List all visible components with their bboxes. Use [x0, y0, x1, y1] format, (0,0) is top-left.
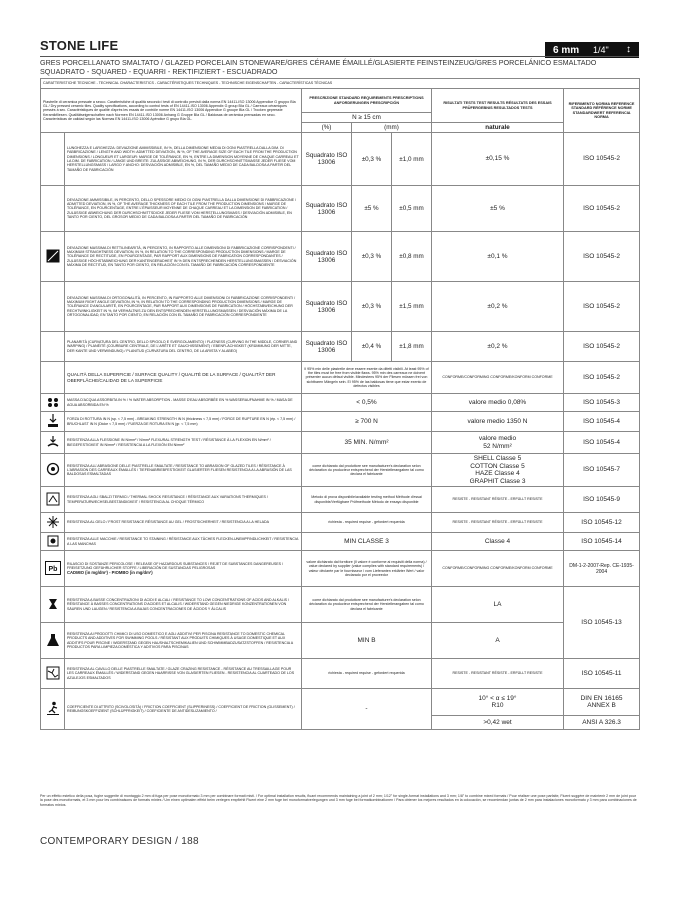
abrasion-graphit: GRAPHIT Classe 3 [469, 477, 526, 485]
head-requirements: PRESCRIZIONE STANDARD REQUIREMENTS PRESCRIPTIONS ANFORDERUNGEN PRESCRIPCIÓN [302, 89, 432, 113]
row-desc: RESISTENZA AGLI SBALZI TERMICI / THERMAL SHOCK RESISTANCE / RÉSISTANCE AUX VARIATIONS THERMIQUES / TEMPERATURWECHSELBESTÄNDIGKEIT / RESISTENCIA AL CHOQUE TÉRMICO [65, 487, 302, 513]
row-requirement: MIN B [302, 623, 432, 659]
row-result: ±0,2 % [432, 332, 564, 362]
row-method: Squadrato ISO 13006 [302, 332, 352, 362]
table-row [41, 689, 640, 716]
title-rule [40, 56, 639, 57]
row-desc: FORZA DI ROTTURA IN N (sp. < 7,5 mm) - BREAKING STRENGTH IN N (thickness < 7,5 mm) / FORCE DE RUPTURE EN N (ép. < 7,5 mm) / BRUCHLAST IN N (Dicke < 7,5 mm) / FUERZA DE ROTURA EN N (gr. < 7,5 mm) [65, 412, 302, 432]
row-result: ±5 % [432, 186, 564, 232]
subtitle-edge: SQUADRATO - SQUARED - EQUARRI - REKTIFIZIERT - ESCUADRADO [40, 67, 278, 76]
flexural-icon [41, 432, 65, 454]
row-desc: RESISTENZA AL CAVILLO DELLE PIASTRELLE SMALTATE / GLAZE CRAZING RESISTANCE - RÉSISTANCE AU TRESSAILLAGE POUR LES CARREAUX ÉMAILLÉS / WIDERSTAND GEGEN HAARRISSE VON GLASIERTEN FLIESEN - RESISTENCIA AL CUARTEADO DE LOS AZULEJOS ESMALTADOS [65, 659, 302, 689]
row-desc: DEVIAZIONE AMMISSIBILE, IN PERCENTO, DELLO SPESSORE MEDIO DI OGNI PIASTRELLA DALLA DIMENSIONE DI FABBRICAZIONE / ADMITTED DEVIATION, IN %, OF THE AVERAGE THICKNESS OF EACH TILE FROM THE PRODUCTION DIMENSIONS / MARGE DE TOLÉRANCE, EN POURCENTAGE, ENTRE L'ÉPAISSEUR MOYENNE DE CHAQUE CARREAU ET LA DIMENSION DE FABRICATION / ZULÄSSIGE ABWEICHUNG DER DURCHSCHNITTSDICKE JEDER FLIESE VOM HERSTELLUNGSMASS / DESVIACIÓN ADMISIBLE, EN TANTO POR CIENTO, DEL GROSOR MEDIO DE CADA BALDOSA A PARTIR DEL TAMAÑO DE FABRICACIÓN [65, 186, 302, 232]
slip-angle: 10° < α ≤ 19° [478, 694, 517, 702]
row-requirement: come dichiarato dal produttore see manufacturer's declaration selon déclaration du producteur entsprechend der Herstellerangaben tal como declara el fabricante [302, 587, 432, 623]
row-requirement: come dichiarato dal produttore see manufacturer's declaration selon déclaration du producteur entsprechend der Herstellerangaben tal como declara el fabricante [302, 454, 432, 487]
table-row [41, 432, 640, 454]
row-percent: ±5 % [352, 186, 392, 232]
page-title: STONE LIFE [40, 38, 119, 53]
table-intro: Piastrelle di ceramica pressate a secco. Caratteristiche di qualità secondo i testi di controllo previsti dalla norma EN 14411-ISO 13006 Appendice G gruppo BIa GL / Dry pressed ceramic tiles. Quality specifications, according to control tests of EN 14411-ISO 13006 Appendix G group BIa GL / Carreaux céramiques pressés à sec. Caractéristiques de qualité d'après les essais de contrôle norme EN 14411-ISO 13006 Appendice G groupe BIa GL / Trocken gepresste Keramikfliesen. Qualitätseigenschaften nach Normen EN 14411-ISO 13006 Anhang G Gruppe BIa GL / Baldosas de cerámica prensadas en seco. Características de calidad según las Normas EN 14411-ISO 13006 Apéndice G grupo BIa GL. [41, 89, 302, 133]
row-ref: ISO 10545-4 [564, 412, 640, 432]
head-mm: (mm) [352, 123, 432, 133]
row-result [432, 689, 564, 716]
thickness-mm: 6 mm [553, 44, 580, 56]
row-percent: ±0,3 % [352, 282, 392, 332]
table-row [41, 89, 640, 113]
row-desc: PLANARITÀ (CURVATURA DEL CENTRO, DELLO SPIGOLO E SVERGOLAMENTO) / FLATNESS (CURVING IN THE MIDDLE, CORNER AND WARPING) / PLANÉITÉ (COURBURE CENTRALE, DE L'ARÊTE ET GAUCHISSEMENT) / EBENFLÄCHIGKEIT (KRÜMMUNG DER MITTE, DER KANTE UND VERWINDUNG) / PLANITUD (CURVATURA DEL CENTRO, DE LA ARISTA Y ALABEO) [65, 332, 302, 362]
row-result [432, 454, 564, 487]
table-row [41, 232, 640, 282]
flex-result-label: valore medio [478, 435, 517, 442]
row-requirement: Il 95% min delle piastrelle deve essere esente da difetti visibili. At least 95% of the tiles must be free from visible flaws. 95% min des carreaux ne doivent présenter aucun défaut visible. Mindestens 95% der Fliesen müssen frei von sichtbaren Mängeln sein. El 95% de las baldosas tiene que estar exento de defectos visibles [302, 362, 432, 394]
row-desc: RESISTENZA ALLA FLESSIONE IN N/mm² / N/mm² FLEXURAL STRENGTH TEST / RÉSISTANCE À LA FLEXION EN N/mm² / BIEGEFESTIGKEIT IN N/mm² / RESISTENCIA A LA FLEXIÓN EN N/mm² [65, 432, 302, 454]
row-mm: ±0,5 mm [392, 186, 432, 232]
row-desc: RESISTENZA ALL'ABRASIONE DELLE PIASTRELLE SMALTATE / RESISTANCE TO ABRASION OF GLAZED TILES / RÉSISTANCE À L'ABRASION DES CARREAUX ÉMAILLÉS / TIEFENABRIEBFESTIGKEIT GLASIERTER FLIESEN RESISTENCIA A LA ABRASIÓN DE LAS BALDOSAS ESMALTADAS [65, 454, 302, 487]
row-requirement: richiesta - required requise - gefordert requerida [302, 659, 432, 689]
row-result: CONFORME/CONFORMING CONFORME/KONFORM CONFORME [432, 551, 564, 587]
row-ref: ISO 10545-2 [564, 186, 640, 232]
stain-icon [41, 533, 65, 551]
table-row [41, 79, 640, 89]
row-percent: ±0,3 % [352, 232, 392, 282]
abrasion-haze: HAZE Classe 4 [475, 470, 520, 477]
table-caption: CARATTERISTICHE TECNICHE - TECHNICAL CHARACTERISTICS - CARACTÉRISTIQUES TECHNIQUES - TECHNISCHE EIGENSCHAFTEN - CARACTERÍSTICAS TÉCNICAS [41, 79, 640, 89]
straightness-icon [41, 232, 65, 282]
head-natural: naturale [432, 123, 564, 133]
head-results: RISULTATI TESTS TEST RESULTS RÉSULTATS DES ESSAIS PRÜFERGEBNIS RESULTADOS TESTS [432, 89, 564, 123]
row-desc: RESISTENZA ALLE MACCHIE / RESISTANCE TO STAINING / RÉSISTANCE AUX TÂCHES FLECKEN-UNEMPFINDLICHKEIT / RESISTENCIA A LAS MANCHAS [65, 533, 302, 551]
row-method: Squadrato ISO 13006 [302, 282, 352, 332]
right-angle-icon [41, 282, 65, 332]
table-row [41, 487, 640, 513]
row-method: Squadrato ISO 13006 [302, 232, 352, 282]
table-row [41, 623, 640, 659]
row-result: ±0,1 % [432, 232, 564, 282]
row-ref: ISO 10545-4 [564, 432, 640, 454]
row-ref: ISO 10545-2 [564, 332, 640, 362]
abrasion-icon [41, 454, 65, 487]
row-desc [65, 551, 302, 587]
chemical-icon [41, 623, 65, 659]
table-row [41, 659, 640, 689]
table-row [41, 454, 640, 487]
slip-ref-din: DIN EN 16165 [580, 694, 623, 702]
row-result: ±0,2 % [432, 282, 564, 332]
row-ref: ISO 10545-2 [564, 282, 640, 332]
thickness-icon [41, 186, 65, 232]
table-row [41, 587, 640, 623]
row-ref: ISO 10545-14 [564, 533, 640, 551]
head-reference: RIFERIMENTO NORMA REFERENCE STANDARD RÉFÉRENCE NORME STANDARDWERT REFERENCIA NORMA [564, 89, 640, 133]
row-ref: ISO 10545-13 [564, 587, 640, 659]
head-percent: (%) [302, 123, 352, 133]
row-ref: ISO 10545-12 [564, 513, 640, 533]
table-row [41, 412, 640, 432]
table-row [41, 282, 640, 332]
hazard-desc-bold: CADMIO (in mg/dm²) - PIOMBO (in mg/dm²) [67, 569, 153, 575]
thickness-arrow-icon: ↕ [626, 44, 631, 55]
page-footer: CONTEMPORARY DESIGN / 188 [40, 836, 199, 847]
row-requirement: Metodo di prova disponibile/available testing method Méthode d'essai disponible/Verfügbare Prüfmethode Método de ensayo disponible [302, 487, 432, 513]
row-result: Classe 4 [432, 533, 564, 551]
dimension-icon [41, 133, 65, 186]
lead-cadmium-icon [41, 551, 65, 587]
row-ref: ISO 10545-11 [564, 659, 640, 689]
row-ref: ISO 10545-3 [564, 394, 640, 412]
row-mm: ±1,8 mm [392, 332, 432, 362]
thermal-shock-icon [41, 487, 65, 513]
abrasion-shell: SHELL Classe 5 [473, 455, 522, 462]
water-drops-icon [41, 394, 65, 412]
thickness-inch: 1/4" [593, 45, 609, 55]
footnote: Per un effetto estetico della posa, fughe suggerite di montaggio 2 mm di fuga per pose monoformato 3 mm per combinare formati misti. / For optimal installation results, fluant recommends maintaining a joint of 2 mm; 1/12" for single-format installations and 3 mm; 1/8" to combine mixed formats / Pour réaliser une pose parfaite, Fluent suggère de maintenir 2 mm de joint pour la pose des monoformats, et 3 mm pour les combinaisons de formats mixtes / Um einen optimalen effekt beim verlegen empfiehlt Fluent eine 2 mm fuge bei monoformatverlegungen und 3 mm fuge bei formatkombinationen / Para obtener los mejores resultados en la colocación, se recomiendan juntas de 2 mm para instalaciones monoformato y 3 mm para combinaciones de formatos mixtos. [40, 794, 637, 807]
row-mm: ±0,8 mm [392, 232, 432, 282]
row-requirement: ≥ 700 N [302, 412, 432, 432]
row-desc: DEVIAZIONE MASSIMA DI RETTILINEARITÀ, IN PERCENTO, IN RAPPORTO ALLE DIMENSIONI DI FABBRICAZIONE CORRISPONDENTI / MAXIMUM STRAIGHTNESS DEVIATION, IN %, IN RELATION TO THE CORRESPONDING PRODUCTION DIMENSIONS / MARGE DE TOLÉRANCE DE RECTITUDE, EN POURCENTAGE, PAR RAPPORT AUX DIMENSIONS DE FABRICATION CORRESPONDANTES / ZULÄSSIGE HÖCHSTABWEICHUNG DER KANTENGERADHEIT IN % DEN ENTSPRECHENDEN HERSTELLUNGSMASSEN / DESVIACIÓN MÁXIMA DE RECTITUD, EN TANTO POR CIENTO, EN RELACIÓN CON EL TAMAÑO DE FABRICACIÓN CORRESPONDIENTE [65, 232, 302, 282]
row-result: A [432, 623, 564, 659]
svg-text:Pb: Pb [48, 565, 57, 573]
slip-ref-annex: ANNEX B [587, 702, 616, 709]
row-percent: ±0,4 % [352, 332, 392, 362]
row-desc: QUALITÀ DELLA SUPERFICIE / SURFACE QUALITY / QUALITÉ DE LA SURFACE / QUALITÄT DER OBERFLÄCHE/CALIDAD DE LA SUPERFICIE [65, 362, 302, 394]
row-requirement: 35 MIN. N/mm² [302, 432, 432, 454]
head-n: N ≥ 15 cm [302, 113, 432, 123]
spec-table [40, 78, 640, 730]
table-row [41, 186, 640, 232]
row-mm: ±1,5 mm [392, 282, 432, 332]
row-desc: MASSA D'ACQUA ASSORBITA IN % / % WATER ABSORPTION - MASSE D'EAU ABSORBÉE EN % WASSERAUFNAHME IN % / MASA DE AGUA ABSORBIDA EN % [65, 394, 302, 412]
row-method: Squadrato ISO 13006 [302, 133, 352, 186]
row-requirement: MIN CLASSE 3 [302, 533, 432, 551]
row-ref: DM-1-2-2007-Rep. CE-1935-2004 [564, 551, 640, 587]
flatness-icon [41, 332, 65, 362]
row-ref: ISO 10545-2 [564, 362, 640, 394]
row-result: RESISTE - RESISTANT RÉSISTE - ERFÜLLT RESISTE [432, 513, 564, 533]
table-row [41, 394, 640, 412]
row-ref: ISO 10545-7 [564, 454, 640, 487]
row-desc: COEFFICIENTE DI ATTRITO (SCIVOLOSITÀ) / FRICTION COEFFICIENT (SLIPPERINESS) / COEFFICIENT DE FRICTION (GLISSEMENT) / REIBUNGSKOEFFIZIENT (SCHLÜPFRIGKEIT) / COEFICIENTE DE ANTIDESLIZAMIENTO / [65, 689, 302, 730]
row-result [432, 432, 564, 454]
breaking-force-icon [41, 412, 65, 432]
row-desc: DEVIAZIONE MASSIMA DI ORTOGONALITÀ, IN PERCENTO, IN RAPPORTO ALLE DIMENSIONI DI FABBRICAZIONE CORRISPONDENTI / MAXIMUM RIGHT ANGLE DEVIATION, IN %, IN RELATION TO THE CORRESPONDING PRODUCTION DIMENSIONS / MARGE DE TOLÉRANCE D'ANGULARITÉ, EN POURCENTAGE, PAR RAPPORT AUX DIMENSIONS DE FABRICATION / HÖCHSTABWEICHUNG DER RECHTWINKLIGKEIT IN %, IM VERHÄLTNIS ZU DEN ENTSPRECHENDEN HERSTELLUNGSMASSEN / DESVIACIÓN MÁXIMA DE LA ORTOGONALIDAD, EN TANTO POR CIENTO, EN RELACIÓN CON EL TAMAÑO DE FABRICACIÓN CORRESPONDIENTE [65, 282, 302, 332]
row-desc: LUNGHEZZA E LARGHEZZA: DEVIAZIONE AMMISSIBILE, IN %, DELLA DIMENSIONE MEDIA DI OGNI PIASTRELLA DALLA DIM. DI FABBRICAZIONE / LENGTH AND WIDTH: ADMITTED DEVIATION, IN %, OF THE AVERAGE SIZE OF EACH TILE FROM THE PRODUCTION DIMENSIONS / LONGUEUR ET LARGEUR: MARGE DE TOLÉRANCE, EN %, ENTRE LA DIMENSION MOYENNE DE CHAQUE CARREAU ET LA DIM. DE FABRICATION / LÄNGE UND BREITE: ZULÄSSIGE ABWEICHUNG, IN %, DER DURCHSCHNITTSMASSE JEDER FLIESE VOM HERSTELLUNGSMASS / LARGO Y ANCHO: DESVIACIÓN ADMISIBLE, EN %, DEL TAMAÑO MEDIO DE CADA BALDOSA A PARTIR DEL TAMAÑO DE FABRICACIÓN [65, 133, 302, 186]
subtitle-material: GRES PORCELLANATO SMALTATO / GLAZED PORCELAIN STONEWARE/GRES CÉRAME ÉMAILLÉ/GLASIERTE FEINSTEINZEUG/GRES PORCELÁNICO ESMALTADO [40, 58, 597, 67]
row-requirement: - [302, 689, 432, 730]
row-requirement: richiesta - required requise - gefordert requerida [302, 513, 432, 533]
flex-result-value: 52 N/mm² [483, 442, 512, 450]
table-row [41, 551, 640, 587]
table-row [41, 513, 640, 533]
acid-icon [41, 587, 65, 623]
row-percent: ±0,3 % [352, 133, 392, 186]
row-method: Squadrato ISO 13006 [302, 186, 352, 232]
row-desc: RESISTENZA AI PRODOTTI CHIMICI DI USO DOMESTICO E AGLI ADDITIVI PER PISCINA RESISTANCE TO DOMESTIC CHEMICAL PRODUCTS AND ADDITIVES FOR SWIMMING POOLS / RÉSISTANT AUX PRODUITS CHIMIQUES À USAGE DOMESTIQUE ET AUX ADDITIFS POUR PISCINE / WIDERSTAND GEGEN HAUSHALTSCHEMIKALIEN UND SCHWIMMBADZUSATZSTOFFEN / RESISTENCIA A PRODUCTOS PARA LIMPIEZA DOMÉSTICA Y ADITIVOS PARA PISCINAS [65, 623, 302, 659]
slip-icon [41, 689, 65, 730]
row-mm: ±1,0 mm [392, 133, 432, 186]
row-result: valore medio 1350 N [432, 412, 564, 432]
row-ref: ISO 10545-2 [564, 133, 640, 186]
row-result: LA [432, 587, 564, 623]
frost-icon [41, 513, 65, 533]
slip-class: R10 [491, 702, 504, 709]
row-result: CONFORME/CONFORMING CONFORME/KONFORM CONFORME [432, 362, 564, 394]
row-result: >0,42 wet [432, 716, 564, 730]
row-result: valore medio 0,08% [432, 394, 564, 412]
row-requirement: valore dichiarato dal fornitore (Il valore è conforme ai requisiti della norma) / value declared by supplier (value complies with standard requirements) / valeur déclarée par le fournisseur / vom Lieferanten erklärter Wert / valor declarado por el proveedor [302, 551, 432, 587]
table-row [41, 362, 640, 394]
table-row [41, 332, 640, 362]
row-result: RESISTE - RESISTANT RÉSISTE - ERFÜLLT RESISTE [432, 659, 564, 689]
abrasion-cotton: COTTON Classe 5 [470, 462, 525, 470]
table-row [41, 133, 640, 186]
surface-quality-icon [41, 362, 65, 394]
table-row [41, 533, 640, 551]
row-desc: RESISTENZA A BASSE CONCENTRAZIONI DI ACIDI E ALCALI / RESISTANCE TO LOW CONCENTRATIONS OF ACIDS AND ALKALIS / RÉSISTANCE À BASSES CONCENTRATIONS D'ACIDES ET ALCALIS / WIDERSTAND GEGEN NIEDRIGE KONZENTRATIONEN VON SÄUREN UND LAUGEN / RESISTENCIA A BAJAS CONCENTRACIONES DE ÁCIDOS Y ÁLCALIS [65, 587, 302, 623]
hazard-desc: RILASCIO DI SOSTANZE PERICOLOSE / RELEASE OF HAZARDOUS SUBSTANCES / REJET DE SUBSTANCES DANGEREUSES / FREISETZUNG GEFÄHRLICHER STOFFE / LIBERACIÓN DE SUSTANCIAS PELIGROSAS [67, 562, 284, 571]
row-result: RESISTE - RESISTANT RÉSISTE - ERFÜLLT RESISTE [432, 487, 564, 513]
row-ref: ANSI A 326.3 [564, 716, 640, 730]
row-ref: ISO 10545-9 [564, 487, 640, 513]
row-requirement: < 0,5% [302, 394, 432, 412]
row-ref: ISO 10545-2 [564, 232, 640, 282]
row-result: ±0,15 % [432, 133, 564, 186]
row-desc: RESISTENZA AL GELO / FROST RESISTANCE RÉSISTANCE AU GEL / FROSTSICHERHEIT / RESISTENCIA A LA HELADA [65, 513, 302, 533]
crazing-icon [41, 659, 65, 689]
row-ref [564, 689, 640, 716]
